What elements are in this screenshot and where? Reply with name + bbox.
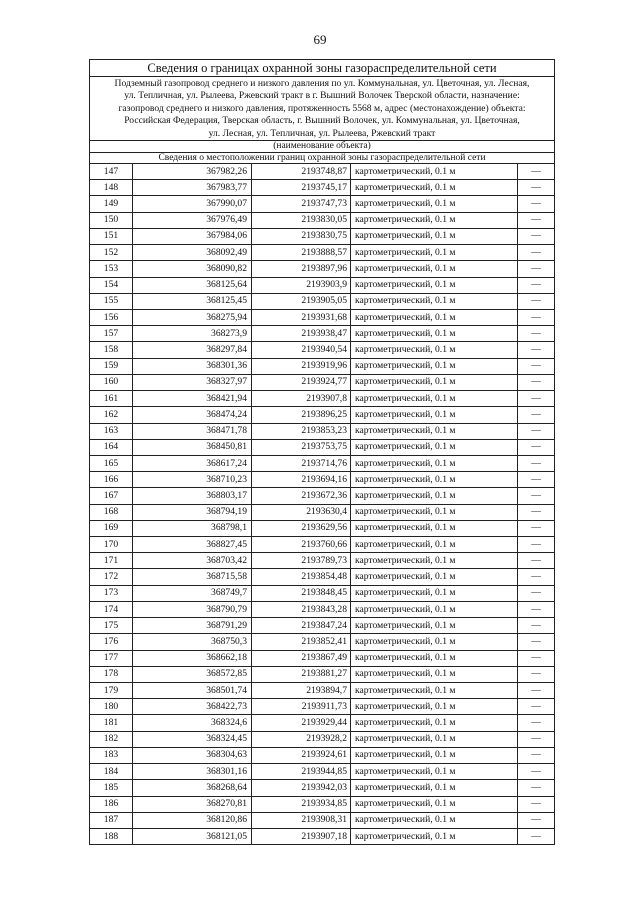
note-cell: — (518, 683, 555, 699)
table-row (90, 747, 554, 763)
table-row (90, 601, 554, 617)
point-number-cell: 149 (90, 196, 133, 212)
determination-method-cell: картометрический, 0.1 м (351, 342, 518, 358)
y-coordinate-cell: 2193848,45 (252, 585, 351, 601)
document-title: Сведения о границах охранной зоны газораспределительной сети (90, 60, 554, 77)
note-cell: — (518, 520, 555, 536)
table-row (90, 683, 554, 699)
note-cell: — (518, 764, 555, 780)
y-coordinate-cell: 2193931,68 (252, 309, 351, 325)
table-row (90, 164, 554, 180)
point-number-cell: 178 (90, 666, 133, 682)
point-number-cell: 156 (90, 309, 133, 325)
table-row (90, 212, 554, 228)
table-row (90, 293, 554, 309)
y-coordinate-cell: 2193830,75 (252, 228, 351, 244)
determination-method-cell: картометрический, 0.1 м (351, 683, 518, 699)
y-coordinate-cell: 2193897,96 (252, 261, 351, 277)
point-number-cell: 186 (90, 796, 133, 812)
y-coordinate-cell: 2193905,05 (252, 293, 351, 309)
note-cell: — (518, 699, 555, 715)
point-number-cell: 163 (90, 423, 133, 439)
x-coordinate-cell: 368304,63 (133, 747, 252, 763)
y-coordinate-cell: 2193907,18 (252, 828, 351, 844)
object-description-line: газопровод среднего и низкого давления, протяженность 5568 м, адрес (местонахождение) объекта: (118, 102, 526, 114)
table-row (90, 196, 554, 212)
y-coordinate-cell: 2193630,4 (252, 504, 351, 520)
x-coordinate-cell: 368327,97 (133, 374, 252, 390)
determination-method-cell: картометрический, 0.1 м (351, 618, 518, 634)
x-coordinate-cell: 368474,24 (133, 407, 252, 423)
y-coordinate-cell: 2193924,77 (252, 374, 351, 390)
object-description (90, 77, 554, 141)
determination-method-cell: картометрический, 0.1 м (351, 666, 518, 682)
x-coordinate-cell: 368301,16 (133, 764, 252, 780)
x-coordinate-cell: 368125,45 (133, 293, 252, 309)
point-number-cell: 184 (90, 764, 133, 780)
table-row (90, 699, 554, 715)
point-number-cell: 152 (90, 245, 133, 261)
note-cell: — (518, 553, 555, 569)
table-row (90, 634, 554, 650)
y-coordinate-cell: 2193919,96 (252, 358, 351, 374)
determination-method-cell: картометрический, 0.1 м (351, 764, 518, 780)
note-cell: — (518, 196, 555, 212)
determination-method-cell: картометрический, 0.1 м (351, 261, 518, 277)
y-coordinate-cell: 2193940,54 (252, 342, 351, 358)
note-cell: — (518, 780, 555, 796)
x-coordinate-cell: 368703,42 (133, 553, 252, 569)
note-cell: — (518, 796, 555, 812)
table-row (90, 326, 554, 342)
table-row (90, 439, 554, 455)
object-description-line: ул. Лесная, ул. Тепличная, ул. Рылеева, Ржевский тракт (208, 127, 436, 139)
x-coordinate-cell: 368275,94 (133, 309, 252, 325)
object-caption: (наименование объекта) (90, 141, 554, 153)
note-cell: — (518, 245, 555, 261)
section-title: Сведения о местоположении границ охранной зоны газораспределительной сети (90, 153, 554, 164)
point-number-cell: 148 (90, 180, 133, 196)
point-number-cell: 185 (90, 780, 133, 796)
note-cell: — (518, 293, 555, 309)
x-coordinate-cell: 367990,07 (133, 196, 252, 212)
note-cell: — (518, 358, 555, 374)
x-coordinate-cell: 368273,9 (133, 326, 252, 342)
point-number-cell: 177 (90, 650, 133, 666)
point-number-cell: 167 (90, 488, 133, 504)
note-cell: — (518, 439, 555, 455)
x-coordinate-cell: 368297,84 (133, 342, 252, 358)
y-coordinate-cell: 2193881,27 (252, 666, 351, 682)
note-cell: — (518, 634, 555, 650)
note-cell: — (518, 828, 555, 844)
table-row (90, 407, 554, 423)
y-coordinate-cell: 2193924,61 (252, 747, 351, 763)
x-coordinate-cell: 368617,24 (133, 455, 252, 471)
x-coordinate-cell: 368120,86 (133, 812, 252, 828)
determination-method-cell: картометрический, 0.1 м (351, 277, 518, 293)
table-row (90, 261, 554, 277)
determination-method-cell: картометрический, 0.1 м (351, 455, 518, 471)
x-coordinate-cell: 368471,78 (133, 423, 252, 439)
note-cell: — (518, 342, 555, 358)
y-coordinate-cell: 2193843,28 (252, 601, 351, 617)
x-coordinate-cell: 368803,17 (133, 488, 252, 504)
point-number-cell: 174 (90, 601, 133, 617)
note-cell: — (518, 731, 555, 747)
note-cell: — (518, 309, 555, 325)
y-coordinate-cell: 2193894,7 (252, 683, 351, 699)
table-row (90, 828, 554, 844)
note-cell: — (518, 472, 555, 488)
point-number-cell: 168 (90, 504, 133, 520)
y-coordinate-cell: 2193867,49 (252, 650, 351, 666)
note-cell: — (518, 212, 555, 228)
determination-method-cell: картометрический, 0.1 м (351, 472, 518, 488)
y-coordinate-cell: 2193942,03 (252, 780, 351, 796)
determination-method-cell: картометрический, 0.1 м (351, 537, 518, 553)
y-coordinate-cell: 2193789,73 (252, 553, 351, 569)
x-coordinate-cell: 368750,3 (133, 634, 252, 650)
determination-method-cell: картометрический, 0.1 м (351, 569, 518, 585)
table-row (90, 180, 554, 196)
table-row (90, 391, 554, 407)
determination-method-cell: картометрический, 0.1 м (351, 407, 518, 423)
note-cell: — (518, 585, 555, 601)
determination-method-cell: картометрический, 0.1 м (351, 391, 518, 407)
note-cell: — (518, 228, 555, 244)
y-coordinate-cell: 2193854,48 (252, 569, 351, 585)
note-cell: — (518, 747, 555, 763)
determination-method-cell: картометрический, 0.1 м (351, 293, 518, 309)
determination-method-cell: картометрический, 0.1 м (351, 374, 518, 390)
point-number-cell: 188 (90, 828, 133, 844)
determination-method-cell: картометрический, 0.1 м (351, 196, 518, 212)
y-coordinate-cell: 2193911,73 (252, 699, 351, 715)
determination-method-cell: картометрический, 0.1 м (351, 504, 518, 520)
determination-method-cell: картометрический, 0.1 м (351, 601, 518, 617)
x-coordinate-cell: 368501,74 (133, 683, 252, 699)
note-cell: — (518, 650, 555, 666)
table-row (90, 358, 554, 374)
y-coordinate-cell: 2193629,56 (252, 520, 351, 536)
determination-method-cell: картометрический, 0.1 м (351, 439, 518, 455)
y-coordinate-cell: 2193903,9 (252, 277, 351, 293)
y-coordinate-cell: 2193928,2 (252, 731, 351, 747)
table-row (90, 277, 554, 293)
table-row (90, 764, 554, 780)
y-coordinate-cell: 2193938,47 (252, 326, 351, 342)
point-number-cell: 150 (90, 212, 133, 228)
page-number: 69 (313, 32, 327, 47)
point-number-cell: 165 (90, 455, 133, 471)
determination-method-cell: картометрический, 0.1 м (351, 731, 518, 747)
y-coordinate-cell: 2193694,16 (252, 472, 351, 488)
x-coordinate-cell: 368715,58 (133, 569, 252, 585)
x-coordinate-cell: 368301,36 (133, 358, 252, 374)
x-coordinate-cell: 368798,1 (133, 520, 252, 536)
y-coordinate-cell: 2193853,23 (252, 423, 351, 439)
object-description-line: Российская Федерация, Тверская область, г. Вышний Волочек, ул. Коммунальная, ул. Цветочная, (124, 115, 520, 127)
determination-method-cell: картометрический, 0.1 м (351, 212, 518, 228)
note-cell: — (518, 423, 555, 439)
x-coordinate-cell: 367976,49 (133, 212, 252, 228)
y-coordinate-cell: 2193745,17 (252, 180, 351, 196)
point-number-cell: 155 (90, 293, 133, 309)
table-row (90, 553, 554, 569)
point-number-cell: 169 (90, 520, 133, 536)
determination-method-cell: картометрический, 0.1 м (351, 326, 518, 342)
table-row (90, 374, 554, 390)
determination-method-cell: картометрический, 0.1 м (351, 520, 518, 536)
determination-method-cell: картометрический, 0.1 м (351, 180, 518, 196)
note-cell: — (518, 164, 555, 180)
x-coordinate-cell: 368125,64 (133, 277, 252, 293)
determination-method-cell: картометрический, 0.1 м (351, 358, 518, 374)
table-row (90, 812, 554, 828)
coordinates-table (90, 164, 554, 845)
point-number-cell: 176 (90, 634, 133, 650)
y-coordinate-cell: 2193896,25 (252, 407, 351, 423)
note-cell: — (518, 277, 555, 293)
table-row (90, 423, 554, 439)
point-number-cell: 181 (90, 715, 133, 731)
x-coordinate-cell: 368790,79 (133, 601, 252, 617)
point-number-cell: 153 (90, 261, 133, 277)
x-coordinate-cell: 368121,05 (133, 828, 252, 844)
table-row (90, 585, 554, 601)
x-coordinate-cell: 368662,18 (133, 650, 252, 666)
determination-method-cell: картометрический, 0.1 м (351, 423, 518, 439)
table-row (90, 504, 554, 520)
point-number-cell: 171 (90, 553, 133, 569)
point-number-cell: 172 (90, 569, 133, 585)
table-row (90, 455, 554, 471)
determination-method-cell: картометрический, 0.1 м (351, 488, 518, 504)
y-coordinate-cell: 2193852,41 (252, 634, 351, 650)
table-row (90, 488, 554, 504)
point-number-cell: 175 (90, 618, 133, 634)
note-cell: — (518, 391, 555, 407)
determination-method-cell: картометрический, 0.1 м (351, 585, 518, 601)
x-coordinate-cell: 368422,73 (133, 699, 252, 715)
point-number-cell: 161 (90, 391, 133, 407)
table-row (90, 342, 554, 358)
table-row (90, 715, 554, 731)
determination-method-cell: картометрический, 0.1 м (351, 715, 518, 731)
determination-method-cell: картометрический, 0.1 м (351, 553, 518, 569)
protection-zone-sheet (89, 59, 555, 845)
determination-method-cell: картометрический, 0.1 м (351, 650, 518, 666)
x-coordinate-cell: 368092,49 (133, 245, 252, 261)
point-number-cell: 187 (90, 812, 133, 828)
determination-method-cell: картометрический, 0.1 м (351, 309, 518, 325)
note-cell: — (518, 504, 555, 520)
y-coordinate-cell: 2193888,57 (252, 245, 351, 261)
determination-method-cell: картометрический, 0.1 м (351, 747, 518, 763)
note-cell: — (518, 715, 555, 731)
x-coordinate-cell: 368090,82 (133, 261, 252, 277)
y-coordinate-cell: 2193944,85 (252, 764, 351, 780)
x-coordinate-cell: 368324,45 (133, 731, 252, 747)
point-number-cell: 159 (90, 358, 133, 374)
y-coordinate-cell: 2193672,36 (252, 488, 351, 504)
table-row (90, 537, 554, 553)
point-number-cell: 157 (90, 326, 133, 342)
point-number-cell: 180 (90, 699, 133, 715)
determination-method-cell: картометрический, 0.1 м (351, 245, 518, 261)
y-coordinate-cell: 2193748,87 (252, 164, 351, 180)
determination-method-cell: картометрический, 0.1 м (351, 699, 518, 715)
x-coordinate-cell: 368794,19 (133, 504, 252, 520)
x-coordinate-cell: 368710,23 (133, 472, 252, 488)
point-number-cell: 170 (90, 537, 133, 553)
determination-method-cell: картометрический, 0.1 м (351, 634, 518, 650)
table-row (90, 472, 554, 488)
y-coordinate-cell: 2193753,75 (252, 439, 351, 455)
note-cell: — (518, 261, 555, 277)
object-description-line: ул. Тепличная, ул. Рылеева, Ржевский тракт в г. Вышний Волочек Тверской области, назначение: (124, 90, 520, 102)
y-coordinate-cell: 2193760,66 (252, 537, 351, 553)
y-coordinate-cell: 2193830,05 (252, 212, 351, 228)
y-coordinate-cell: 2193929,44 (252, 715, 351, 731)
point-number-cell: 147 (90, 164, 133, 180)
x-coordinate-cell: 368749,7 (133, 585, 252, 601)
table-row (90, 569, 554, 585)
table-row (90, 520, 554, 536)
y-coordinate-cell: 2193747,73 (252, 196, 351, 212)
point-number-cell: 164 (90, 439, 133, 455)
x-coordinate-cell: 368268,64 (133, 780, 252, 796)
point-number-cell: 166 (90, 472, 133, 488)
point-number-cell: 160 (90, 374, 133, 390)
determination-method-cell: картометрический, 0.1 м (351, 780, 518, 796)
x-coordinate-cell: 368450,81 (133, 439, 252, 455)
table-row (90, 796, 554, 812)
x-coordinate-cell: 368270,81 (133, 796, 252, 812)
determination-method-cell: картометрический, 0.1 м (351, 796, 518, 812)
x-coordinate-cell: 368572,85 (133, 666, 252, 682)
note-cell: — (518, 180, 555, 196)
determination-method-cell: картометрический, 0.1 м (351, 228, 518, 244)
point-number-cell: 183 (90, 747, 133, 763)
table-row (90, 666, 554, 682)
note-cell: — (518, 407, 555, 423)
table-row (90, 731, 554, 747)
point-number-cell: 158 (90, 342, 133, 358)
x-coordinate-cell: 368791,29 (133, 618, 252, 634)
y-coordinate-cell: 2193847,24 (252, 618, 351, 634)
y-coordinate-cell: 2193908,31 (252, 812, 351, 828)
y-coordinate-cell: 2193907,8 (252, 391, 351, 407)
object-description-line: Подземный газопровод среднего и низкого давления по ул. Коммунальная, ул. Цветочная, ул. Лесная, (114, 78, 530, 89)
point-number-cell: 182 (90, 731, 133, 747)
x-coordinate-cell: 367984,06 (133, 228, 252, 244)
table-row (90, 650, 554, 666)
table-row (90, 780, 554, 796)
table-row (90, 618, 554, 634)
note-cell: — (518, 488, 555, 504)
note-cell: — (518, 455, 555, 471)
determination-method-cell: картометрический, 0.1 м (351, 828, 518, 844)
note-cell: — (518, 537, 555, 553)
y-coordinate-cell: 2193714,76 (252, 455, 351, 471)
note-cell: — (518, 374, 555, 390)
table-row (90, 309, 554, 325)
table-row (90, 245, 554, 261)
note-cell: — (518, 812, 555, 828)
x-coordinate-cell: 367983,77 (133, 180, 252, 196)
note-cell: — (518, 601, 555, 617)
point-number-cell: 179 (90, 683, 133, 699)
point-number-cell: 154 (90, 277, 133, 293)
table-row (90, 228, 554, 244)
determination-method-cell: картометрический, 0.1 м (351, 164, 518, 180)
x-coordinate-cell: 368421,94 (133, 391, 252, 407)
note-cell: — (518, 326, 555, 342)
point-number-cell: 173 (90, 585, 133, 601)
note-cell: — (518, 618, 555, 634)
note-cell: — (518, 569, 555, 585)
y-coordinate-cell: 2193934,85 (252, 796, 351, 812)
x-coordinate-cell: 368827,45 (133, 537, 252, 553)
x-coordinate-cell: 367982,26 (133, 164, 252, 180)
determination-method-cell: картометрический, 0.1 м (351, 812, 518, 828)
x-coordinate-cell: 368324,6 (133, 715, 252, 731)
point-number-cell: 151 (90, 228, 133, 244)
note-cell: — (518, 666, 555, 682)
point-number-cell: 162 (90, 407, 133, 423)
